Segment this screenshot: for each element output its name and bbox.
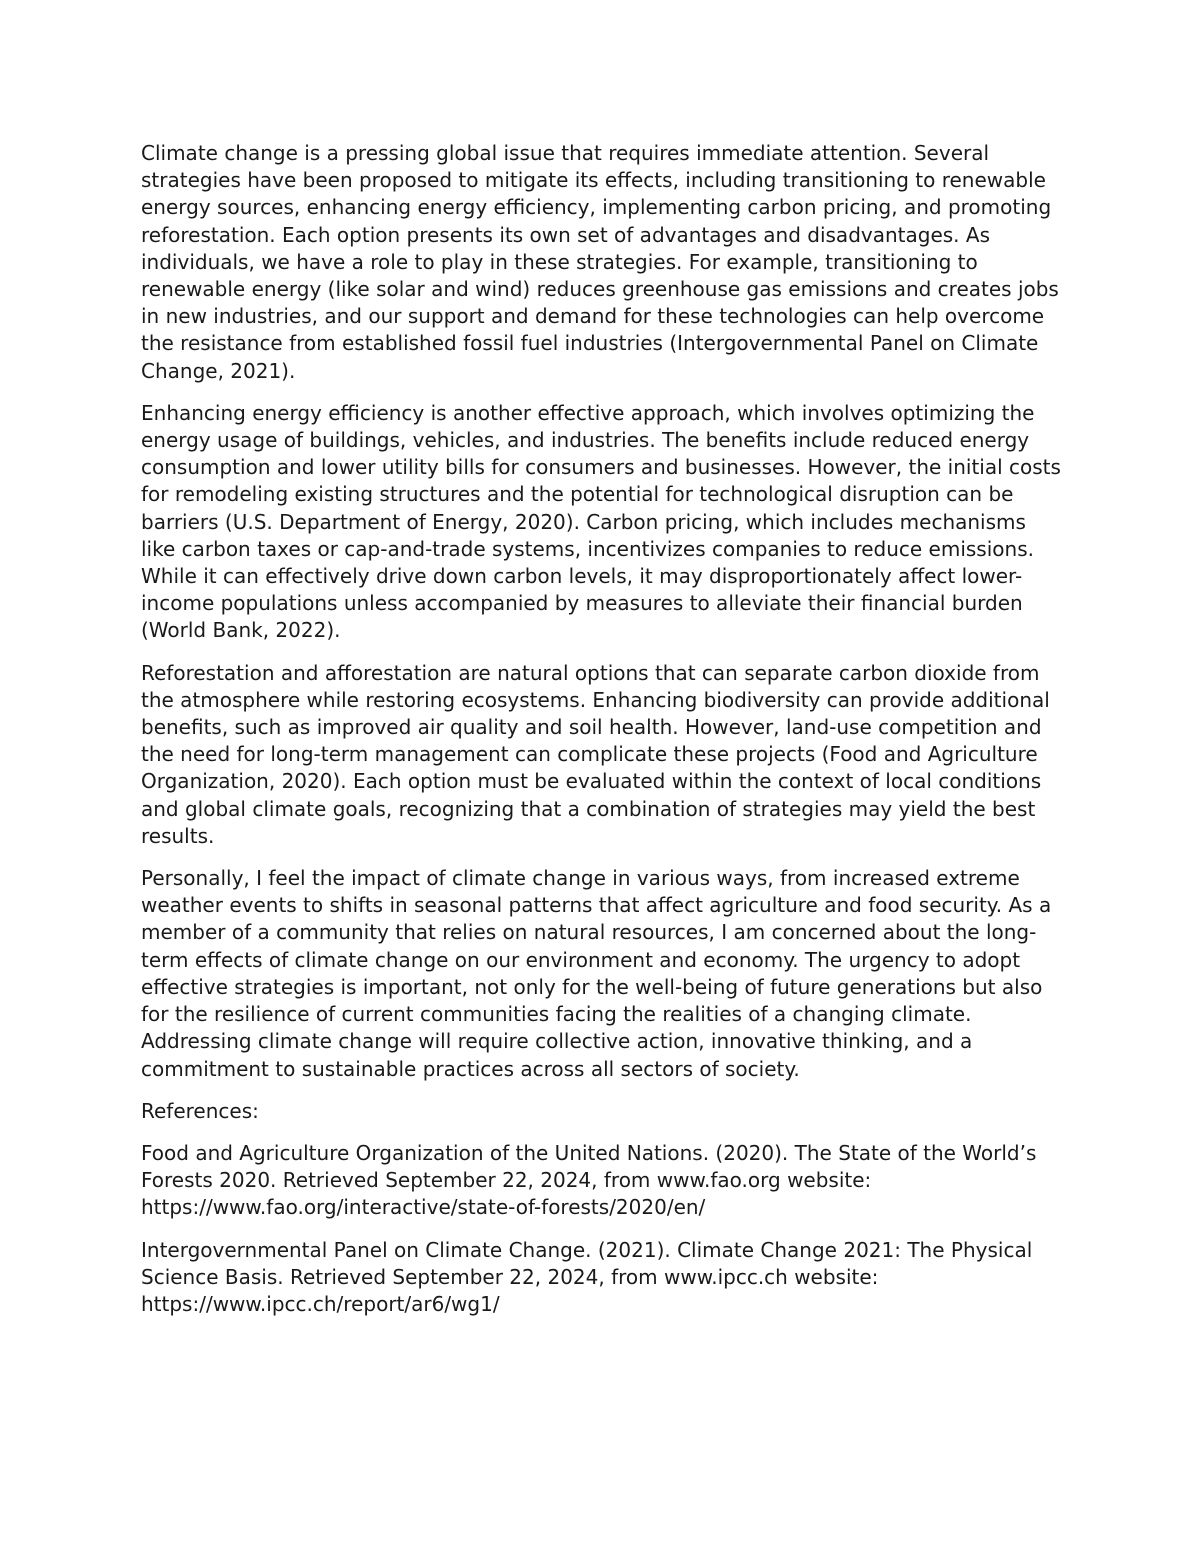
reference-item-ipcc: Intergovernmental Panel on Climate Change. (2021). Climate Change 2021: The Physical Science Basis. Retrieved September 22, 2024, from www.ipcc.ch website: https://www.ipcc.ch/report/ar6/wg1/ xyxy=(141,1237,1033,1316)
document-body xyxy=(141,140,1066,1333)
paragraph-energy-efficiency: Enhancing energy efficiency is another effective approach, which involves optimizing the energy usage of buildings, vehicles, and industries. The benefits include reduced energy consumption and lower utility bills for consumers and businesses. However, the initial costs for remodeling existing structures and the potential for technological disruption can be barriers (U.S. Department of Energy, 2020). Carbon pricing, which includes mechanisms like carbon taxes or cap-and-trade systems, incentivizes companies to reduce emissions. While it can effectively drive down carbon levels, it may disproportionately affect lower-income populations unless accompanied by measures to alleviate their financial burden (World Bank, 2022). xyxy=(141,400,1061,643)
paragraph-intro: Climate change is a pressing global issue that requires immediate attention. Several strategies have been proposed to mitigate its effects, including transitioning to renewable energy sources, enhancing energy efficiency, implementing carbon pricing, and promoting reforestation. Each option presents its own set of advantages and disadvantages. As individuals, we have a role to play in these strategies. For example, transitioning to renewable energy (like solar and wind) reduces greenhouse gas emissions and creates jobs in new industries, and our support and demand for these technologies can help overcome the resistance from established fossil fuel industries (Intergovernmental Panel on Climate Change, 2021). xyxy=(141,141,1059,383)
references-heading: References: xyxy=(141,1098,259,1123)
reference-item-fao: Food and Agriculture Organization of the United Nations. (2020). The State of the World’s Forests 2020. Retrieved September 22, 2024, from www.fao.org website: https://www.fao.org/interactive/state-of-forests/2020/en/ xyxy=(141,1140,1037,1220)
paragraph-personal-reflection: Personally, I feel the impact of climate change in various ways, from increased extreme weather events to shifts in seasonal patterns that affect agriculture and food security. As a member of a community that relies on natural resources, I am concerned about the long-term effects of climate change on our environment and economy. The urgency to adopt effective strategies is important, not only for the well-being of future generations but also for the resilience of current communities facing the realities of a changing climate. Addressing climate change will require collective action, innovative thinking, and a commitment to sustainable practices across all sectors of society. xyxy=(141,866,1052,1081)
paragraph-reforestation: Reforestation and afforestation are natural options that can separate carbon dioxide from the atmosphere while restoring ecosystems. Enhancing biodiversity can provide additional benefits, such as improved air quality and soil health. However, land-use competition and the need for long-term management can complicate these projects (Food and Agriculture Organization, 2020). Each option must be evaluated within the context of local conditions and global climate goals, recognizing that a combination of strategies may yield the best results. xyxy=(141,660,1050,848)
